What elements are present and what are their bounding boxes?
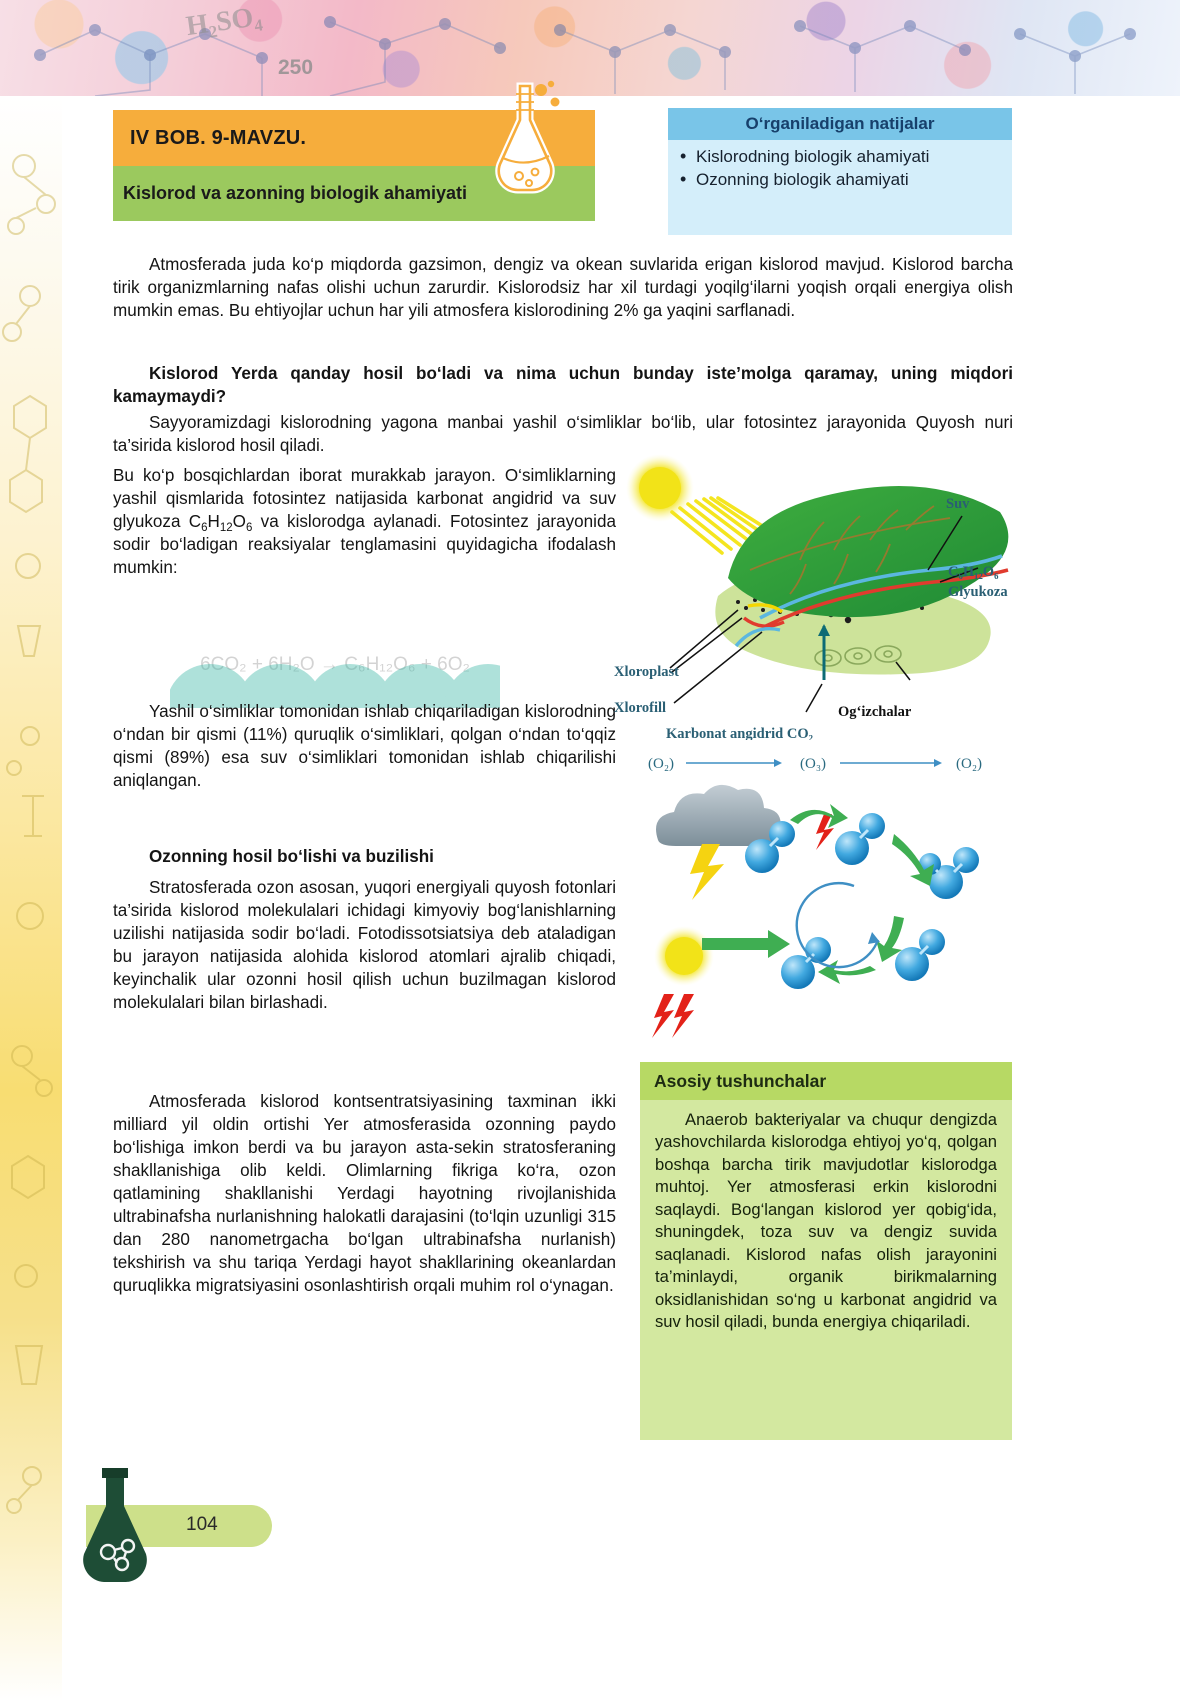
o2-molecule-3 <box>895 929 945 981</box>
paragraph-ozone-formation: Stratosferada ozon asosan, yuqori energiyali quyosh fotonlari ta’sirida kislorod molekulalari ichidagi kimyoviy bog‘lanishlarning uzilishi natijasida sodir bo‘ladi. Fotodissotsiatsiya deb ataladigan bu jarayon natijasida alohida kislorod atomlari ajralib chiqadi, keyinchalik ular ozonni hosil qilish uchun buzilmagan kislorod molekulalari bilan birlashadi. <box>113 878 616 1012</box>
photosynthesis-leaf-diagram <box>610 450 1015 740</box>
ozone-cycle-diagram <box>640 748 1015 1038</box>
formula-sub-2: 12 <box>219 521 233 534</box>
key-concepts-header <box>640 1062 1012 1100</box>
photosynthesis-equation-text: 6CO₂ + 6H₂O → C₆H₁₂O₆ + 6O₂ <box>200 654 470 675</box>
label-glucose-formula: C₆H₁₂O₆ <box>948 564 999 580</box>
label-o3-mid: (O₃) <box>800 756 827 772</box>
flask-logo-icon <box>489 80 561 194</box>
paragraph-photosynthesis <box>113 465 616 580</box>
label-o2-right: (O₂) <box>956 756 983 772</box>
paragraph-ozone-history: Atmosferada kislorod kontsentratsiyasining taxminan ikki milliard yil oldin ortishi Yer atmosferasida ozonning paydo bo‘lishiga imkon berdi va bu jarayon asta-sekin stratosferaning shakllanishiga olib keldi. Olimlarning fikriga ko‘ra, ozon qatlamining shakllanishi Yerdagi hayotning rivojlanishida ultrabinafsha nurlanishning halokatli darajasini (to‘lqin uzunligi 315 dan 280 nanometrgacha bo‘lgan ultrabinafsha nurlanish) tekshirish va shu tariqa Yerdagi hayot shakllarining okeanlardan quruqlikka migratsiyasini osonlashtirish orqali muhim rol o‘ynagan. <box>113 1092 616 1295</box>
label-xloroplast: Xloroplast <box>614 664 679 680</box>
chapter-label: IV BOB. 9-MAVZU. <box>130 126 307 149</box>
label-glucose-name: Glyukoza <box>948 584 1008 600</box>
photosynthesis-text-d: va kislorodga aylanadi. Fotosintez jarayonida sodir bo‘ladigan reaksiyalar tenglamasini quyidagicha ifodalash mumkin: <box>113 511 616 577</box>
paragraph-source: Sayyoramizdagi kislorodning yagona manbai yashil o‘simliklar bo‘lib, ular fotosintez jarayonida Quyosh nuri ta’sirida kislorod hosil qiladi. <box>113 413 1013 455</box>
banner-number-text: 250 <box>278 56 314 79</box>
learning-outcomes-header <box>668 108 1012 140</box>
label-o2-left: (O₂) <box>648 756 675 772</box>
page-number: 104 <box>186 1514 218 1535</box>
spark-icon <box>816 814 834 850</box>
photosynthesis-equation-graphic <box>170 648 500 708</box>
outcome-item: • Kislorodning biologik ahamiyati <box>680 146 1000 168</box>
label-suv: Suv <box>946 496 970 512</box>
topic-title: Kislorod va azonning biologik ahamiyati <box>123 183 468 203</box>
key-concepts-text: Anaerob bakteriyalar va chuqur dengizda yashovchilarda kislorodga ehtiyoj yo‘q, qolgan boshqa barcha tirik mavjudotlar kislorodga muhtoj. Yer atmosferasi erkin kislorodni saqlaydi. Bog‘langan kislorod yer qobig‘ida, shuningdek, toza suv va dengiz suvida saqlanadi. Kislorod nafas olish jarayonini ta’minlaydi, organik birikmalarning oksidlanishidan so‘ng u karbonat angidrid va suv hosil qiladi, bunda energiya chiqariladi. <box>655 1110 997 1332</box>
banner-formula-text: H₂SO₄ <box>184 0 264 43</box>
center-cycle-arrow-icon <box>797 883 878 967</box>
sun-icon-lower <box>654 926 714 986</box>
o2-molecule-2 <box>835 813 885 865</box>
top-decorative-banner <box>0 0 1180 96</box>
photosynthesis-text-b: H <box>207 511 220 531</box>
label-xlorofill: Xlorofill <box>614 700 667 716</box>
footer-flask-icon <box>72 1466 168 1584</box>
photosynthesis-text-a: Bu ko‘p bosqichlardan iborat murakkab jarayon. O‘simliklarning yashil qismlarida fotosintez natijasida karbonat angidrid va suv glyukoza C <box>113 466 616 531</box>
label-ogizchalar: Og‘izchalar <box>838 704 912 720</box>
left-edge-science-icons <box>0 96 64 1701</box>
key-concepts-title: Asosiy tushunchalar <box>654 1070 827 1091</box>
outcome-item: • Ozonning biologik ahamiyati <box>680 169 1000 191</box>
learning-outcomes-list <box>668 140 1012 235</box>
formula-sub-3: 6 <box>245 521 253 534</box>
learning-outcomes-title: O‘rganiladigan natijalar <box>745 114 935 133</box>
label-karbonat-angidrid: Karbonat angidrid CO₂ <box>666 726 813 740</box>
formula-sub-1: 6 <box>201 521 208 534</box>
key-concepts-box <box>640 1062 1012 1440</box>
red-lightning-icon <box>652 994 694 1038</box>
lightning-bolt-icon <box>690 844 724 900</box>
paragraph-intro: Atmosferada juda ko‘p miqdorda gazsimon, dengiz va okean suvlarida erigan kislorod mavjud. Kislorod barcha tirik organizmlarning nafas olishi uchun zarurdir. Kislorodsiz har xil turdagi yoqilg‘ilarni yoqish orqali energiya olish mumkin emas. Bu ehtiyojlar uchun har yili atmosfera kislorodining 2% ga yaqini sarflanadi. <box>113 255 1013 320</box>
paragraph-oxygen-share: Yashil o‘simliklar tomonidan ishlab chiqariladigan kislorodning o‘ndan bir qismi (11%) quruqlik o‘simliklari, qolgan o‘ndan to‘qqiz qismi (89%) esa suv o‘simliklari tomonidan ishlab chiqarilishi aniqlangan. <box>113 702 616 790</box>
molecule-pattern-icon <box>0 0 1180 96</box>
heading-ozone-formation: Ozonning hosil bo‘lishi va buzilishi <box>149 847 434 866</box>
paragraph-question-bold: Kislorod Yerda qanday hosil bo‘ladi va nima uchun bunday iste’molga qaramay, uning miqdori kamaymaydi? <box>113 364 1013 406</box>
photosynthesis-text-c: O <box>232 511 246 531</box>
